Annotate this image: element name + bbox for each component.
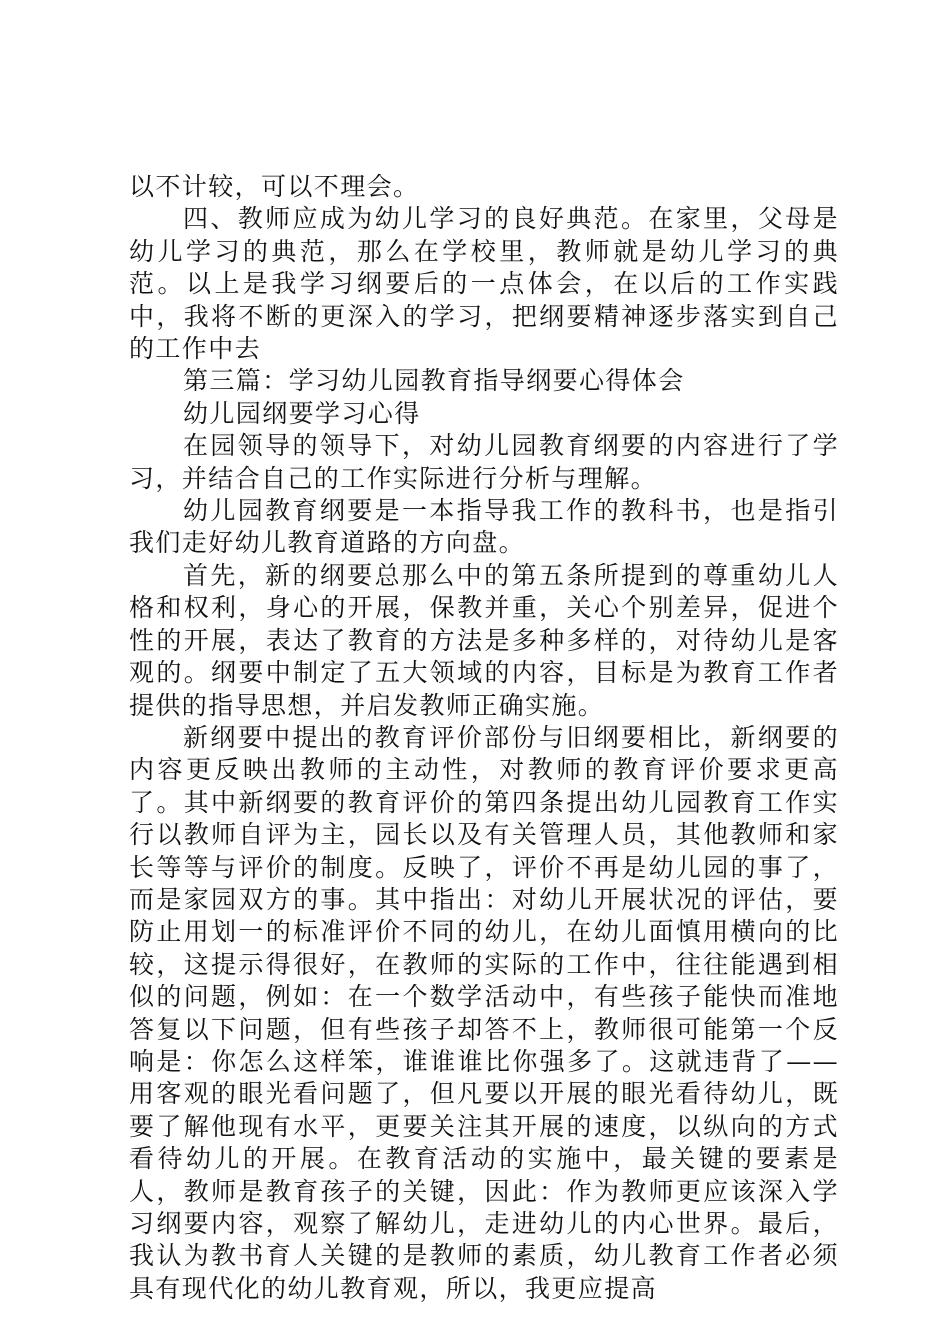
paragraph-evaluation: 新纲要中提出的教育评价部份与旧纲要相比，新纲要的内容更反映出教师的主动性，对教师的教育评价要求更高了。其中新纲要的教育评价的第四条提出幼儿园教育工作实行以教师自评为主，园长以及有关管理人员，其他教师和家长等等与评价的制度。反映了，评价不再是幼儿园的事了，而是家园双方的事。其中指出：对幼儿开展状况的评估，要防止用划一的标准评价不同的幼儿，在幼儿面慎用横向的比较，这提示得很好，在教师的实际的工作中，往往能遇到相似的问题，例如：在一个数学活动中，有些孩子能快而准地答复以下问题，但有些孩子却答不上，教师很可能第一个反响是：你怎么这样笨，谁谁谁比你强多了。这就违背了——用客观的眼光看问题了，但凡要以开展的眼光看待幼儿，既要了解他现有水平，更要关注其开展的速度，以纵向的方式看待幼儿的开展。在教育活动的实施中，最关键的要素是人，教师是教育孩子的关键，因此：作为教师更应该深入学习纲要内容，观察了解幼儿，走进幼儿的内心世界。最后，我认为教书育人关键的是教师的素质，幼儿教育工作者必须具有现代化的幼儿教育观，所以，我更应提高 xyxy=(129,722,839,1303)
paragraph-first-point: 首先，新的纲要总那么中的第五条所提到的尊重幼儿人格和权利，身心的开展，保教并重，关心个别差异，促进个性的开展，表达了教育的方法是多种多样的，对待幼儿是客观的。纲要中制定了五大领域的内容，目标是为教育工作者提供的指导思想，并启发教师正确实施。 xyxy=(129,560,839,720)
document-body xyxy=(129,171,839,1305)
section-heading: 第三篇：学习幼儿园教育指导纲要心得体会 xyxy=(183,366,685,396)
subsection-heading: 幼儿园纲要学习心得 xyxy=(183,398,421,428)
paragraph-textbook: 幼儿园教育纲要是一本指导我工作的教科书，也是指引我们走好幼儿教育道路的方向盘。 xyxy=(129,496,839,558)
paragraph-intro: 在园领导的领导下，对幼儿园教育纲要的内容进行了学习，并结合自己的工作实际进行分析与理解。 xyxy=(129,431,839,493)
paragraph-continuation: 以不计较，可以不理会。 xyxy=(129,172,420,201)
paragraph-teacher-model: 四、教师应成为幼儿学习的良好典范。在家里，父母是幼儿学习的典范，那么在学校里，教师就是幼儿学习的典范。以上是我学习纲要后的一点体会，在以后的工作实践中，我将不断的更深入的学习，把纲要精神逐步落实到自己的工作中去 xyxy=(129,204,839,364)
